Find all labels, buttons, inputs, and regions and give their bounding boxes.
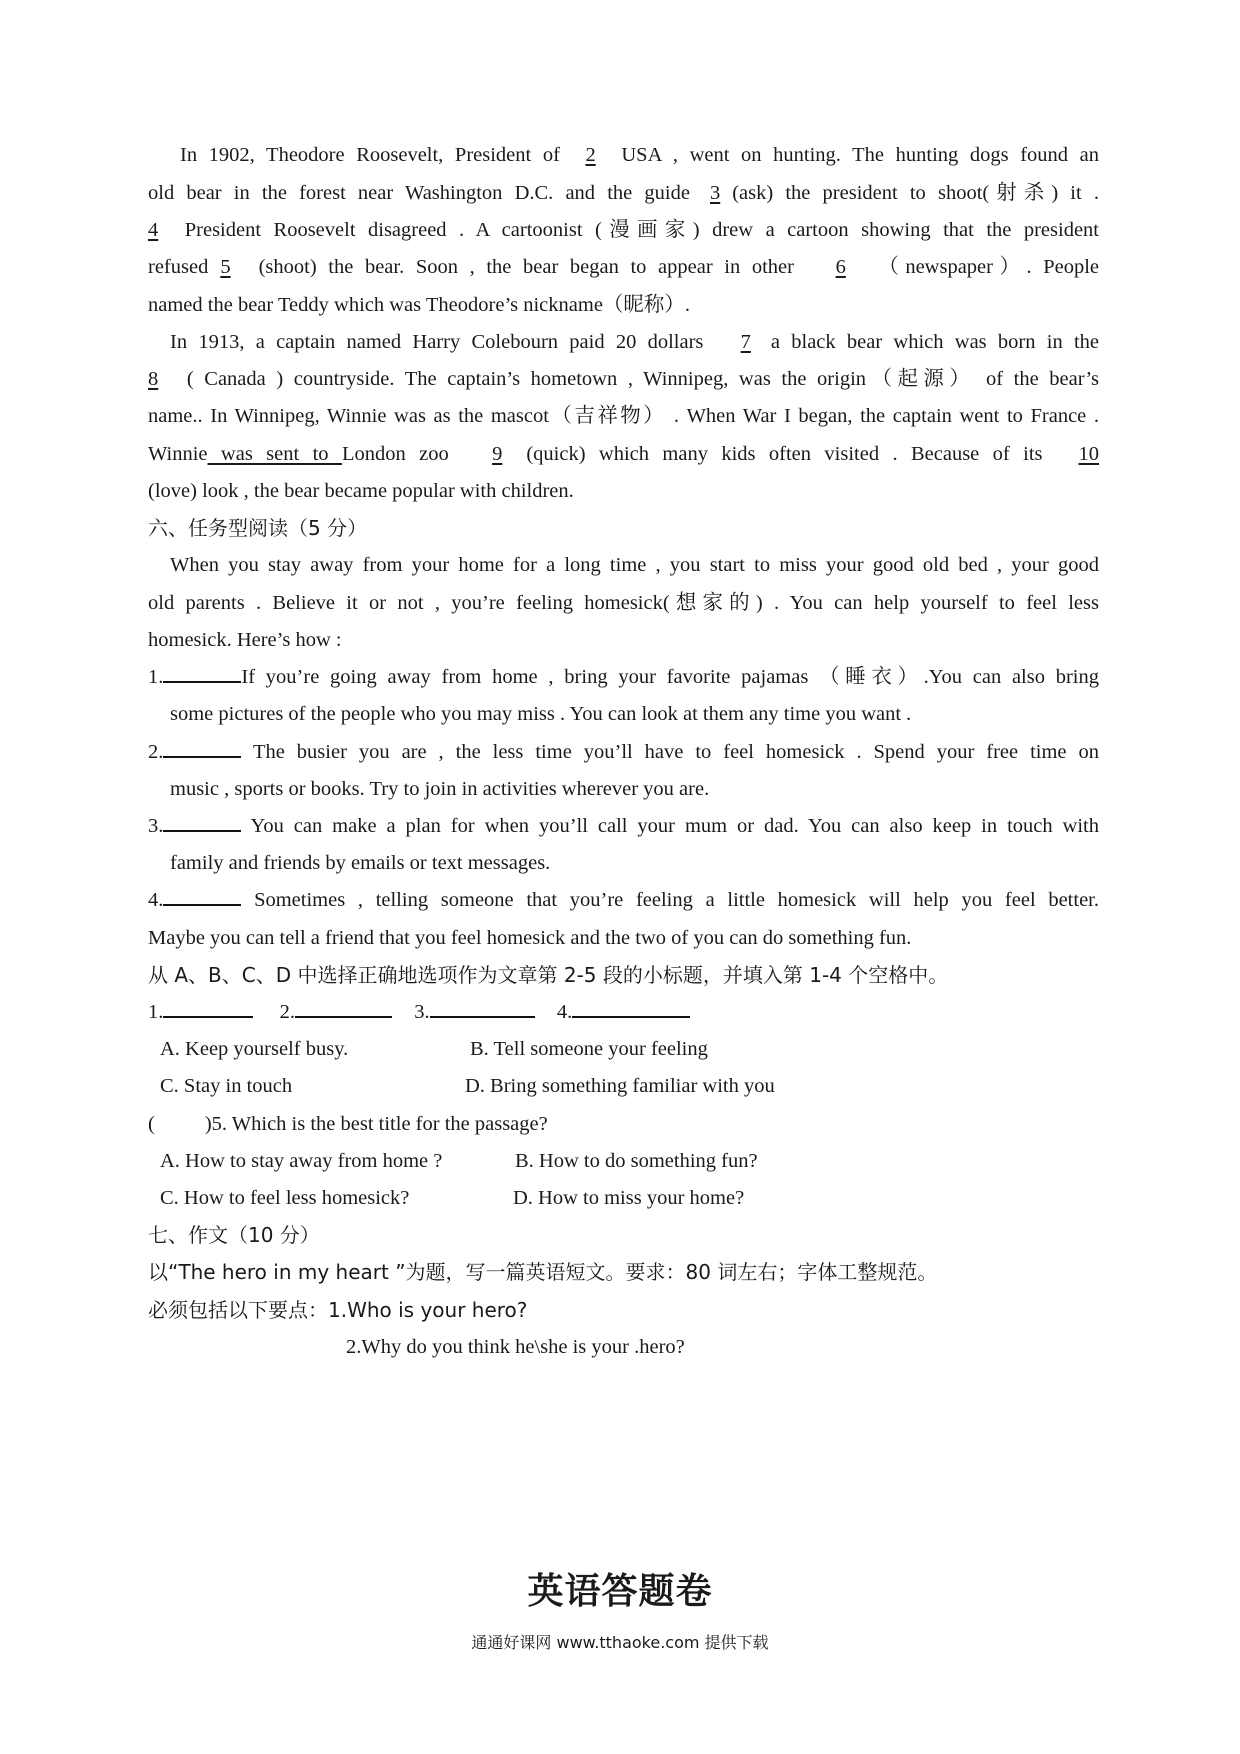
blank-8: 8 (148, 368, 159, 390)
answer-blank-3[interactable] (430, 998, 535, 1018)
blank-4: 4 (148, 219, 159, 241)
q5-text: 5. Which is the best title for the passage? (211, 1113, 548, 1135)
q5-option-c: C. How to feel less homesick? (160, 1187, 410, 1209)
option-b: B. Tell someone your feeling (470, 1038, 708, 1060)
p2-line5: (love) look , the bear became popular with children. (148, 480, 574, 502)
task-item-1-cont: some pictures of the people who you may miss . You can look at them any time you want . (170, 703, 912, 725)
text: In 1902, Theodore Roosevelt, President of (180, 144, 572, 166)
p2-line4 (148, 439, 1099, 469)
q5-paren-close: ) (204, 1113, 212, 1135)
answer-label-3: 3. (414, 1001, 430, 1023)
p2-line1 (170, 327, 1099, 357)
option-c: C. Stay in touch (160, 1075, 293, 1097)
item-number: 1. (148, 666, 164, 688)
text: London zoo (341, 443, 463, 465)
p1-line5: named the bear Teddy which was Theodore’s nickname（昵称）. (148, 294, 691, 316)
option-a: A. Keep yourself busy. (160, 1038, 349, 1060)
task-item-3 (148, 811, 1099, 841)
underlined-text: was sent to (207, 443, 342, 465)
section6-intro-line3: homesick. Here’s how : (148, 629, 342, 651)
text: (shoot) the bear. Soon , the bear began to appear in other (258, 256, 806, 278)
answer-blank-2[interactable] (295, 998, 392, 1018)
text: President Roosevelt disagreed . A cartoonist (漫画家) drew a cartoon showing that the president (172, 219, 1099, 241)
item-number: 2. (148, 741, 164, 763)
text: a black bear which was born in the (770, 331, 1099, 353)
item-number: 3. (148, 815, 164, 837)
p2-line2 (148, 364, 1099, 394)
section7-line2: 必须包括以下要点：1.Who is your hero? (148, 1298, 528, 1322)
blank-5: 5 (220, 256, 231, 278)
task-item-2 (148, 737, 1099, 767)
answer-blank[interactable] (163, 812, 241, 832)
text: In 1913, a captain named Harry Colebourn paid 20 dollars (170, 331, 715, 353)
section6-instruction: 从 A、B、C、D 中选择正确地选项作为文章第 2-5 段的小标题，并填入第 1-4 个空格中。 (148, 963, 949, 987)
item-number: 4. (148, 889, 164, 911)
p1-line4 (148, 252, 1099, 282)
q5-option-d: D. How to miss your home? (513, 1187, 745, 1209)
section6-intro-line1: When you stay away from your home for a long time , you start to miss your good old bed , your good (170, 554, 1099, 576)
p1-line1 (180, 140, 1099, 170)
text: （newspaper）. People (871, 256, 1099, 278)
section7-line1: 以“The hero in my heart ”为题，写一篇英语短文。要求：80 词左右；字体工整规范。 (148, 1260, 938, 1284)
item-text: If you’re going away from home , bring your favorite pajamas （睡衣）.You can also bring (241, 666, 1099, 688)
answer-label-1: 1. (148, 1001, 164, 1023)
text: (ask) the president to shoot(射杀) it . (732, 182, 1099, 204)
answer-sheet-title: 英语答题卷 (527, 1571, 713, 1612)
text: old bear in the forest near Washington D.C. and the guide (148, 182, 690, 204)
item-text: The busier you are , the less time you’ll have to feel homesick . Spend your free time on (241, 741, 1099, 763)
option-d: D. Bring something familiar with you (465, 1075, 775, 1097)
answer-blank-4[interactable] (572, 998, 690, 1018)
item-text: Sometimes , telling someone that you’re feeling a little homesick will help you feel better. (241, 889, 1099, 911)
text: (quick) which many kids often visited . Because of its (526, 443, 1043, 465)
task-item-4 (148, 885, 1099, 915)
answer-blank-1[interactable] (163, 998, 253, 1018)
item-text: You can make a plan for when you’ll call your mum or dad. You can also keep in touch with (241, 815, 1099, 837)
section6-heading: 六、任务型阅读（5 分） (148, 516, 368, 540)
text: ( Canada ) countryside. The captain’s hometown , Winnipeg, was the origin（起源） of the bear’s (176, 368, 1099, 390)
p1-line3 (148, 215, 1099, 245)
section7-line3: 2.Why do you think he\she is your .hero? (346, 1336, 685, 1358)
q5-option-b: B. How to do something fun? (515, 1150, 758, 1172)
answer-row (148, 997, 1099, 1027)
q5-option-a: A. How to stay away from home ? (160, 1150, 443, 1172)
answer-blank[interactable] (163, 886, 241, 906)
task-item-3-cont: family and friends by emails or text messages. (170, 852, 551, 874)
blank-9: 9 (492, 443, 503, 465)
section6-intro-line2: old parents . Believe it or not , you’re feeling homesick(想家的) . You can help yourself to feel less (148, 592, 1099, 614)
answer-label-4: 4. (556, 1001, 573, 1023)
blank-3: 3 (709, 182, 721, 204)
footer-credit: 通通好课网 www.tthaoke.com 提供下载 (471, 1633, 769, 1652)
blank-6: 6 (835, 256, 846, 278)
text: USA , went on hunting. The hunting dogs found an (609, 144, 1099, 166)
blank-10: 10 (1078, 443, 1099, 465)
q5-paren-open: ( (148, 1113, 155, 1135)
text: refused (148, 256, 209, 278)
text: Winnie (148, 443, 208, 465)
blank-2: 2 (585, 144, 596, 166)
task-item-1 (148, 662, 1099, 692)
p2-line3: name.. In Winnipeg, Winnie was as the mascot（吉祥物） . When War I began, the captain went to France . (148, 405, 1099, 427)
answer-blank[interactable] (163, 663, 241, 683)
section7-heading: 七、作文（10 分） (148, 1223, 320, 1247)
task-item-2-cont: music , sports or books. Try to join in activities wherever you are. (170, 778, 710, 800)
blank-7: 7 (740, 331, 751, 353)
q5-stem (148, 1109, 548, 1139)
task-item-4-cont: Maybe you can tell a friend that you feel homesick and the two of you can do something fun. (148, 927, 912, 949)
answer-label-2: 2. (279, 1001, 295, 1023)
p1-line2 (148, 178, 1099, 208)
answer-blank[interactable] (163, 738, 241, 758)
